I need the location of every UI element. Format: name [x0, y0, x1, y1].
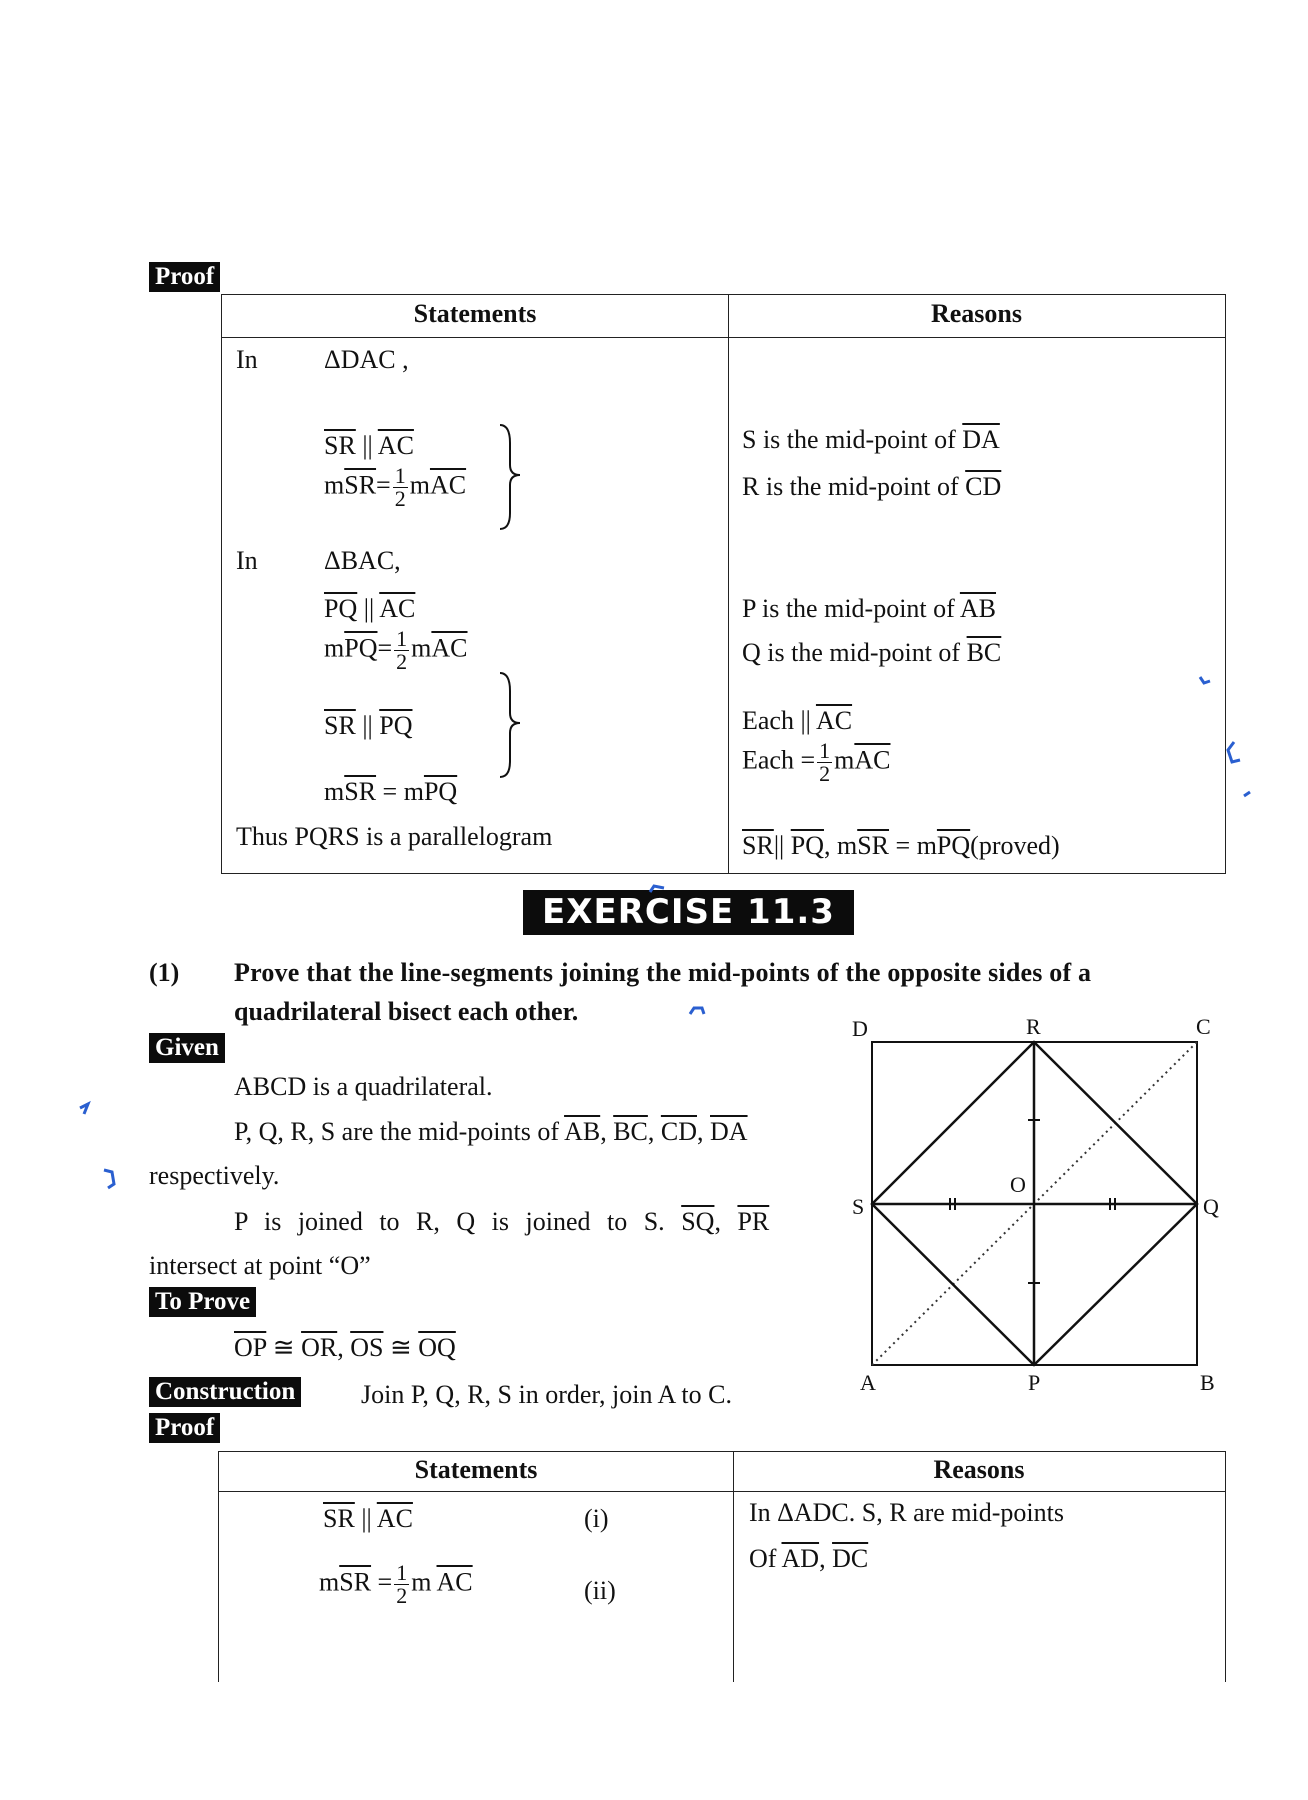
- construction-label: Construction: [149, 1377, 301, 1407]
- statement-row: [319, 1562, 473, 1607]
- math-text: = m: [376, 777, 424, 806]
- segment-name: $\overline{AC}$: [815, 706, 853, 735]
- segment-name: $\overline{PQ}$: [379, 711, 413, 740]
- math-text: m: [834, 745, 855, 775]
- math-text: (proved): [970, 831, 1060, 860]
- label-q: Q: [1203, 1194, 1219, 1219]
- math-text: ||: [354, 1504, 377, 1533]
- pen-mark: [1228, 742, 1240, 762]
- segment-name: $\overline{SR}$: [324, 431, 356, 460]
- tick-marks: [950, 1120, 1115, 1283]
- reason-row: [742, 472, 1001, 502]
- question-number: (1): [149, 958, 180, 987]
- segment-name: $\overline{AC}$: [377, 431, 414, 460]
- statement-tag: (ii): [584, 1576, 616, 1605]
- segment-name: $\overline{SR}$: [344, 777, 377, 806]
- given-line-1: ABCD is a quadrilateral.: [234, 1072, 493, 1101]
- header-reasons: Reasons: [933, 1455, 1025, 1484]
- reason-row: [742, 740, 890, 785]
- segment-name: $\overline{CD}$: [660, 1117, 697, 1146]
- segment-name: $\overline{AB}$: [959, 594, 997, 623]
- proof-label-2: Proof: [149, 1413, 220, 1443]
- statement-row: [324, 711, 412, 741]
- proof-table-1: [221, 294, 1226, 874]
- numerator: 1: [396, 1560, 408, 1585]
- denominator: 2: [396, 1583, 408, 1608]
- segment-name: $\overline{AC}$: [379, 594, 416, 623]
- reason-row: [742, 706, 852, 736]
- statement-tag: (i): [584, 1504, 609, 1533]
- proof-table-2: [218, 1451, 1226, 1682]
- label-p: P: [1028, 1370, 1041, 1395]
- segment-name: $\overline{AD}$: [781, 1544, 820, 1573]
- segment-name: $\overline{DA}$: [962, 425, 1000, 454]
- denominator: 2: [394, 486, 406, 511]
- math-text: ||: [357, 594, 380, 623]
- segment-name: $\overline{AB}$: [564, 1117, 601, 1146]
- given-line-4: [234, 1207, 769, 1237]
- reason-row: [742, 831, 1060, 861]
- segment-name: $\overline{CD}$: [965, 472, 1002, 501]
- label-r: R: [1026, 1014, 1041, 1039]
- label-s: S: [852, 1194, 865, 1219]
- math-text: = m: [889, 831, 937, 860]
- given-label: Given: [149, 1033, 225, 1063]
- math-text: ,: [337, 1333, 351, 1362]
- column-divider: [733, 1452, 734, 1682]
- segment-name: $\overline{BC}$: [613, 1117, 648, 1146]
- reason-row: [742, 594, 996, 624]
- math-text: =: [377, 633, 393, 663]
- statement-lead: In: [236, 345, 258, 374]
- column-divider: [728, 295, 729, 873]
- segment-name: $\overline{AC}$: [429, 470, 467, 500]
- quadrilateral-diagram: [840, 1010, 1240, 1410]
- header-divider: [222, 337, 1225, 338]
- header-reasons: Reasons: [930, 299, 1022, 328]
- math-text: Each =: [742, 745, 816, 775]
- statement-row: [236, 822, 552, 852]
- math-text: ≅: [266, 1333, 302, 1362]
- given-line-2: [234, 1117, 748, 1147]
- pen-mark: [80, 1104, 88, 1114]
- segment-name: $\overline{SR}$: [742, 831, 774, 860]
- segment-name: $\overline{AC}$: [376, 1504, 413, 1533]
- exercise-title: EXERCISE 11.3: [523, 890, 854, 935]
- math-text: P, Q, R, S are the mid-points of: [234, 1117, 565, 1146]
- fraction: [393, 465, 408, 510]
- math-text: ,: [819, 1544, 833, 1573]
- segment-name: $\overline{DA}$: [710, 1117, 748, 1146]
- segment-name: $\overline{SR}$: [323, 1504, 355, 1533]
- question-line-2: quadrilateral bisect each other.: [234, 997, 579, 1026]
- label-c: C: [1196, 1014, 1211, 1039]
- fraction: [394, 628, 409, 673]
- math-text: , m: [823, 831, 858, 860]
- denominator: 2: [396, 649, 408, 674]
- math-text: R is the mid-point of: [742, 472, 966, 501]
- statement-row: [324, 628, 468, 673]
- math-text: Each ||: [742, 706, 816, 735]
- math-text: In ΔADC. S, R are mid-points: [749, 1498, 1064, 1527]
- math-text: P is the mid-point of: [742, 594, 960, 623]
- to-prove-label: To Prove: [149, 1287, 256, 1317]
- statement-row: [324, 465, 466, 510]
- math-text: Q is the mid-point of: [742, 638, 967, 667]
- segment-name: $\overline{OS}$: [350, 1333, 384, 1362]
- segment-name: $\overline{SR}$: [324, 711, 356, 740]
- segment-name: $\overline{BC}$: [966, 638, 1002, 667]
- math-text: m: [411, 633, 432, 663]
- math-text: ,: [647, 1117, 661, 1146]
- header-statements: Statements: [414, 1455, 538, 1484]
- segment-name: $\overline{PR}$: [737, 1207, 770, 1236]
- header-divider: [219, 1491, 1225, 1492]
- construction-text: Join P, Q, R, S in order, join A to C.: [361, 1380, 732, 1409]
- reason-row: [742, 425, 1000, 455]
- reason-row: [742, 638, 1001, 668]
- math-text: S is the mid-point of: [742, 425, 963, 454]
- segment-name: $\overline{OQ}$: [418, 1333, 456, 1362]
- label-b: B: [1200, 1370, 1215, 1395]
- pen-mark: [1244, 792, 1250, 796]
- reason-row: [749, 1544, 868, 1574]
- math-text: m: [409, 470, 430, 500]
- label-a: A: [860, 1370, 876, 1395]
- math-text: ,: [714, 1207, 738, 1236]
- statement-row: [323, 1504, 413, 1534]
- statement-row: [324, 546, 401, 576]
- numerator: 1: [396, 626, 408, 651]
- math-text: ΔBAC,: [324, 546, 401, 575]
- statement-row: [324, 345, 409, 375]
- given-line-3: respectively.: [149, 1161, 280, 1190]
- right-brace-1: [500, 425, 520, 529]
- segment-name: $\overline{SR}$: [857, 831, 890, 860]
- math-text: m: [411, 1567, 437, 1597]
- reason-row: [749, 1498, 1064, 1528]
- segment-name: $\overline{PQ}$: [936, 831, 971, 860]
- segment-name: $\overline{SQ}$: [681, 1207, 715, 1236]
- segment-name: $\overline{PQ}$: [344, 633, 378, 663]
- math-text: ||: [355, 711, 380, 740]
- given-line-5: intersect at point “O”: [149, 1251, 371, 1280]
- header-statements: Statements: [413, 299, 537, 328]
- question-line-1: Prove that the line-segments joining the mid-points of the opposite sides of a: [234, 958, 1092, 987]
- segment-name: $\overline{OR}$: [301, 1333, 338, 1362]
- math-text: m: [324, 633, 345, 663]
- math-text: ,: [600, 1117, 614, 1146]
- pen-mark: [690, 1008, 704, 1014]
- pen-mark: [104, 1170, 114, 1188]
- segment-name: $\overline{AC}$: [854, 745, 891, 775]
- numerator: 1: [394, 463, 406, 488]
- math-text: m: [324, 777, 345, 806]
- math-text: ΔDAC ,: [324, 345, 409, 374]
- math-text: ≅: [383, 1333, 419, 1362]
- segment-name: $\overline{PQ}$: [324, 594, 358, 623]
- numerator: 1: [819, 738, 831, 763]
- math-text: m: [324, 470, 345, 500]
- math-text: Of: [749, 1544, 782, 1573]
- statement-row: [324, 431, 414, 461]
- statement-lead: In: [236, 546, 258, 575]
- to-prove-statement: [234, 1333, 456, 1363]
- math-text: P is joined to R, Q is joined to S.: [234, 1207, 682, 1236]
- math-text: ,: [697, 1117, 710, 1146]
- proof-label: Proof: [149, 262, 220, 292]
- math-text: Thus PQRS is a parallelogram: [236, 822, 553, 851]
- segment-name: $\overline{AC}$: [436, 1567, 473, 1597]
- math-text: =: [376, 470, 391, 500]
- fraction: [817, 740, 832, 785]
- label-d: D: [852, 1016, 868, 1041]
- fraction: [394, 1562, 409, 1607]
- segment-name: $\overline{OP}$: [234, 1333, 267, 1362]
- denominator: 2: [819, 761, 831, 786]
- segment-name: $\overline{DC}$: [832, 1544, 869, 1573]
- label-o: O: [1010, 1172, 1026, 1197]
- math-text: m: [319, 1567, 340, 1597]
- segment-name: $\overline{SR}$: [344, 470, 377, 500]
- right-brace-2: [500, 673, 520, 777]
- braces: [496, 423, 526, 843]
- segment-name: $\overline{PQ}$: [423, 777, 458, 806]
- segment-name: $\overline{AC}$: [431, 633, 468, 663]
- math-text: =: [371, 1567, 393, 1597]
- statement-row: [324, 594, 415, 624]
- segment-name: $\overline{PQ}$: [790, 831, 824, 860]
- math-text: ||: [355, 431, 378, 460]
- segment-name: $\overline{SR}$: [339, 1567, 372, 1597]
- statement-row: [324, 777, 457, 807]
- math-text: ||: [773, 831, 791, 860]
